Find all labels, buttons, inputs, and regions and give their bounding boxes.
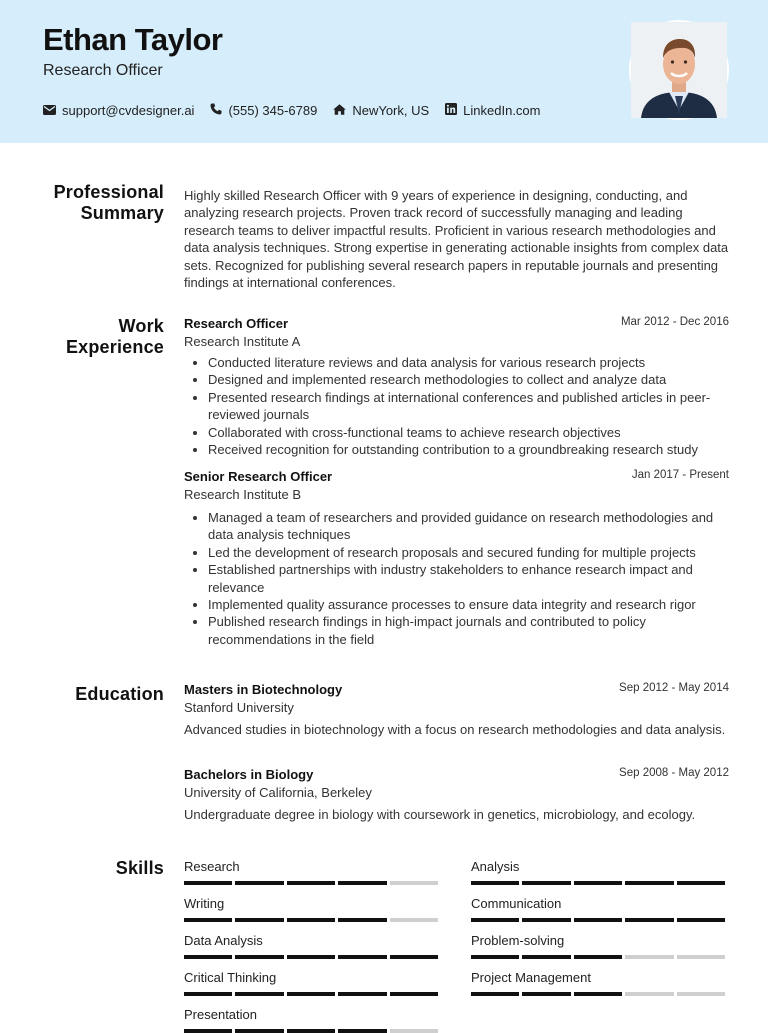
- contact-phone[interactable]: [210, 103, 317, 118]
- skill-name: Writing: [184, 896, 225, 911]
- skill-level-segment: [471, 881, 519, 885]
- education-heading: Education: [75, 684, 164, 704]
- skill-item: [471, 933, 728, 959]
- skill-level-segment: [338, 881, 386, 885]
- skill-level-segment: [574, 881, 622, 885]
- skill-level-segment: [235, 1029, 283, 1033]
- envelope-icon: [43, 103, 62, 118]
- job-title: Research Officer: [184, 316, 289, 331]
- skill-level-segment: [677, 992, 725, 996]
- skill-name: Analysis: [471, 859, 520, 874]
- resume-header: [0, 0, 768, 143]
- job-bullet: Designed and implemented research methodologies to collect and analyze data: [184, 371, 729, 388]
- skill-level-segment: [390, 918, 438, 922]
- skill-level-bar: [184, 881, 441, 885]
- skill-level-bar: [184, 918, 441, 922]
- skill-level-segment: [625, 992, 673, 996]
- summary-heading: [54, 182, 164, 224]
- skill-level-segment: [677, 881, 725, 885]
- skill-level-bar: [471, 992, 728, 996]
- job-organization: Research Institute B: [184, 487, 302, 502]
- school-name: University of California, Berkeley: [184, 785, 372, 800]
- skill-level-segment: [287, 992, 335, 996]
- home-icon: [333, 103, 352, 118]
- skill-level-segment: [287, 918, 335, 922]
- skill-item: [184, 896, 441, 922]
- skill-item: [471, 859, 728, 885]
- skill-level-segment: [471, 992, 519, 996]
- skill-level-bar: [471, 955, 728, 959]
- education-date: Sep 2008 - May 2012: [619, 767, 729, 779]
- skill-level-segment: [390, 1029, 438, 1033]
- skill-level-bar: [184, 992, 441, 996]
- job-title: Senior Research Officer: [184, 469, 333, 484]
- school-name: Stanford University: [184, 700, 294, 715]
- skill-level-segment: [625, 955, 673, 959]
- skills-heading: Skills: [115, 858, 164, 878]
- skill-name: Critical Thinking: [184, 970, 277, 985]
- skill-level-segment: [471, 918, 519, 922]
- skill-level-bar: [184, 1029, 441, 1033]
- skill-level-segment: [287, 1029, 335, 1033]
- job-bullet: Managed a team of researchers and provided guidance on research methodologies and data analysis techniques: [184, 509, 729, 544]
- contact-bar: [43, 101, 557, 119]
- skill-item: [184, 970, 441, 996]
- skill-item: [471, 970, 728, 996]
- skill-level-segment: [287, 881, 335, 885]
- education-date: Sep 2012 - May 2014: [619, 682, 729, 694]
- job-bullet: Published research findings in high-impact journals and contributed to policy recommendations in the field: [184, 613, 729, 648]
- job-entry: [184, 469, 729, 648]
- skill-level-segment: [235, 881, 283, 885]
- skill-item: [184, 1007, 441, 1033]
- skill-name: Communication: [471, 896, 562, 911]
- skill-level-segment: [184, 1029, 232, 1033]
- job-bullets: [184, 354, 729, 458]
- education-description: Undergraduate degree in biology with coursework in genetics, microbiology, and ecology.: [184, 807, 696, 822]
- skill-level-segment: [235, 955, 283, 959]
- job-bullet: Collaborated with cross-functional teams to achieve research objectives: [184, 424, 729, 441]
- skill-level-segment: [574, 992, 622, 996]
- skill-level-bar: [471, 881, 728, 885]
- candidate-role: Research Officer: [43, 62, 163, 79]
- skill-level-segment: [390, 955, 438, 959]
- job-date: Jan 2017 - Present: [631, 469, 729, 481]
- job-bullet: Established partnerships with industry stakeholders to enhance research impact and relevance: [184, 561, 729, 596]
- skill-item: [184, 859, 441, 885]
- summary-heading-line2: Summary: [80, 203, 164, 223]
- work-heading: [66, 316, 164, 358]
- skill-level-segment: [338, 918, 386, 922]
- skill-level-segment: [184, 881, 232, 885]
- skill-level-segment: [625, 918, 673, 922]
- job-bullet: Implemented quality assurance processes to ensure data integrity and research rigor: [184, 596, 729, 613]
- degree-title: Bachelors in Biology: [184, 767, 314, 782]
- skill-name: Research: [184, 859, 240, 874]
- candidate-name: Ethan Taylor: [43, 22, 223, 57]
- job-entry: [184, 316, 729, 458]
- contact-phone-text: (555) 345-6789: [228, 102, 318, 118]
- skill-level-segment: [184, 992, 232, 996]
- skill-level-segment: [677, 918, 725, 922]
- job-bullet: Received recognition for outstanding contribution to a groundbreaking research study: [184, 441, 729, 458]
- contact-email-text: support@cvdesigner.ai: [62, 102, 195, 118]
- contact-location-text: NewYork, US: [352, 102, 430, 118]
- skill-name: Presentation: [184, 1007, 257, 1022]
- education-entry: [184, 682, 729, 738]
- job-bullet: Presented research findings at international conferences and published articles in peer-reviewed journals: [184, 389, 729, 424]
- contact-location: [333, 103, 429, 118]
- skill-level-segment: [522, 955, 570, 959]
- skill-level-segment: [287, 955, 335, 959]
- skill-name: Data Analysis: [184, 933, 263, 948]
- job-bullets: [184, 509, 729, 648]
- skill-level-bar: [184, 955, 441, 959]
- skill-level-segment: [235, 918, 283, 922]
- skill-level-segment: [625, 881, 673, 885]
- work-heading-line2: Experience: [65, 337, 164, 357]
- contact-linkedin[interactable]: [445, 103, 540, 118]
- skill-name: Problem-solving: [471, 933, 565, 948]
- skill-level-segment: [184, 955, 232, 959]
- education-entry: [184, 767, 729, 823]
- profile-photo: [629, 20, 729, 120]
- skill-level-segment: [677, 955, 725, 959]
- summary-heading-line1: Professional: [53, 182, 164, 202]
- contact-email[interactable]: [43, 103, 194, 118]
- degree-title: Masters in Biotechnology: [184, 682, 343, 697]
- skill-item: [471, 896, 728, 922]
- job-bullet: Led the development of research proposals and secured funding for multiple projects: [184, 544, 729, 561]
- skill-level-segment: [471, 955, 519, 959]
- skill-level-segment: [522, 918, 570, 922]
- skill-level-segment: [390, 881, 438, 885]
- phone-icon: [210, 103, 228, 118]
- skill-level-segment: [184, 918, 232, 922]
- skill-level-segment: [574, 955, 622, 959]
- education-description: Advanced studies in biotechnology with a focus on research methodologies and data analysis.: [184, 722, 726, 737]
- job-bullet: Conducted literature reviews and data analysis for various research projects: [184, 354, 729, 371]
- job-date: Mar 2012 - Dec 2016: [620, 316, 729, 328]
- skill-level-segment: [522, 881, 570, 885]
- skill-level-segment: [522, 992, 570, 996]
- summary-text: Highly skilled Research Officer with 9 years of experience in designing, conducting, and analyzing research projects. Proven track record of successfully managing and leading research teams to deliver impactful results. Proficient in various research methodologies and data analysis techniques. Strong expertise in generating actionable insights from complex data sets. Recognized for publishing several research papers in reputable journals and presenting findings at international conferences.: [184, 188, 729, 291]
- contact-linkedin-text: LinkedIn.com: [463, 102, 541, 118]
- skill-level-segment: [390, 992, 438, 996]
- skill-level-segment: [235, 992, 283, 996]
- job-organization: Research Institute A: [184, 334, 301, 349]
- work-heading-line1: Work: [118, 316, 164, 336]
- skill-level-bar: [471, 918, 728, 922]
- skill-item: [184, 933, 441, 959]
- skill-name: Project Management: [471, 970, 591, 985]
- skill-level-segment: [338, 955, 386, 959]
- linkedin-icon: [445, 103, 463, 118]
- skill-level-segment: [338, 1029, 386, 1033]
- skill-level-segment: [338, 992, 386, 996]
- skill-level-segment: [574, 918, 622, 922]
